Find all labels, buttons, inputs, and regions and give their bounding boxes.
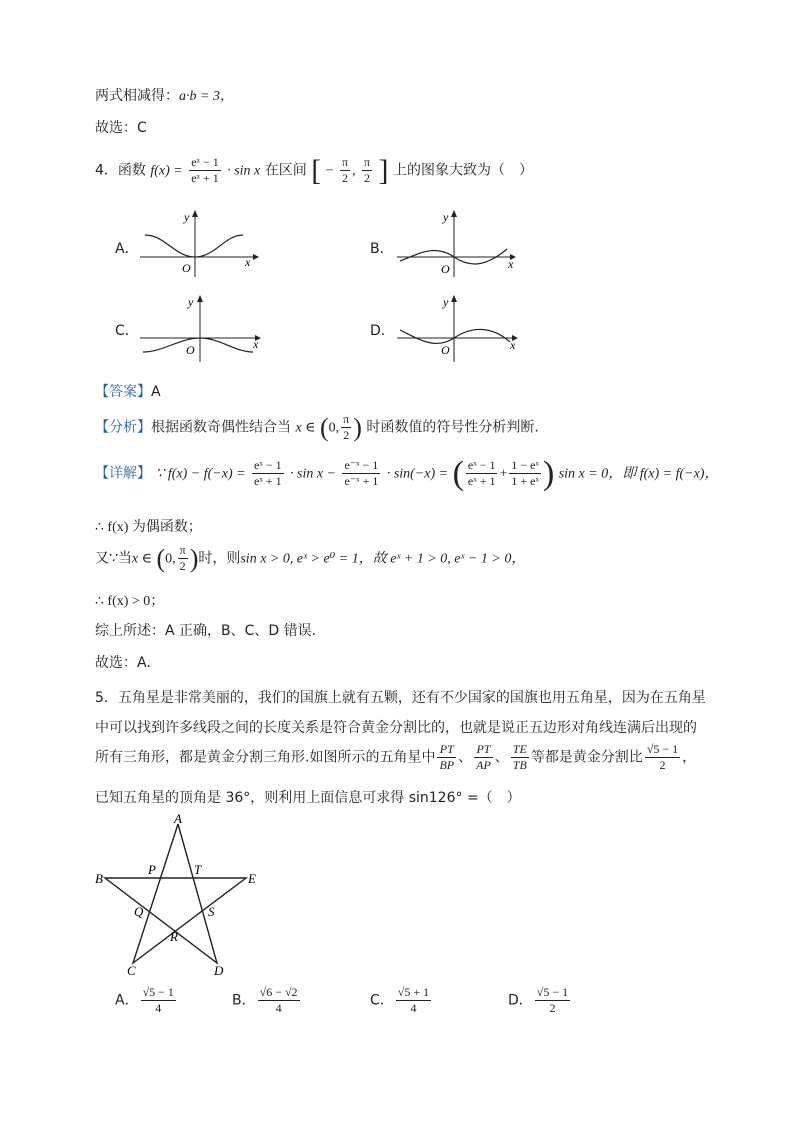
- line-positive: ∴ f(x) > 0；: [95, 594, 165, 609]
- open-paren: (: [319, 412, 329, 442]
- detail-mid-2: · sin(−x) =: [386, 466, 449, 482]
- frac-num: √5 − 1: [142, 985, 174, 999]
- frac-num: PT: [474, 742, 493, 758]
- frac-den: 4: [155, 1001, 162, 1015]
- analysis-x: x ∈: [295, 420, 316, 436]
- star-label-c: C: [127, 963, 136, 978]
- line-also-pi-half: [178, 543, 188, 574]
- detail-frac-2: [342, 458, 380, 489]
- pentagram-figure: [90, 810, 270, 980]
- pi-den: 2: [179, 559, 186, 573]
- axis-y-label: y: [443, 295, 449, 309]
- answer-value: A: [151, 384, 161, 400]
- detail-tag: 【详解】: [95, 465, 151, 482]
- q4-interval-pre: 在区间: [264, 162, 307, 179]
- analysis-text-pre: 根据函数奇偶性结合当: [151, 419, 291, 436]
- frac-den: 4: [410, 1001, 417, 1015]
- frac-den: AP: [476, 758, 491, 772]
- pi-num: π: [343, 412, 350, 426]
- frac-num: √5 + 1: [397, 985, 430, 999]
- q4-int-right-num: π: [364, 155, 371, 169]
- frac-num: eˣ − 1: [254, 458, 282, 472]
- line-also-mid: 时，则: [198, 550, 241, 567]
- q5-para-3b: 等都是黄金分割比: [530, 749, 643, 766]
- q5-option-c[interactable]: [370, 985, 433, 1016]
- line-also-x: x ∈: [131, 551, 152, 567]
- option-label: D．: [508, 992, 533, 1009]
- option-value: [396, 985, 431, 1016]
- q4-interval-right: [362, 155, 372, 186]
- q4-option-b-label: B．: [370, 241, 394, 257]
- axis-y-label: y: [443, 210, 449, 224]
- axis-x-label: x: [253, 337, 259, 351]
- q4-answer: [95, 381, 161, 401]
- q4-bracket-left: [: [311, 153, 322, 187]
- option-value: [141, 985, 176, 1016]
- frac-num: √5 − 1: [536, 985, 569, 999]
- line-even: ∴ f(x) 为偶函数；: [95, 520, 202, 535]
- star-label-p: P: [148, 862, 156, 877]
- analysis-tag: 【分析】: [95, 419, 151, 436]
- q4-sin: · sin x: [227, 163, 261, 179]
- q4-option-a-graph: [135, 205, 265, 280]
- q4-number: 4．函数: [95, 162, 146, 179]
- line-also-pre: 又∵当: [95, 550, 132, 567]
- golden-ratio: [645, 742, 680, 773]
- frac-den: TB: [512, 758, 527, 772]
- q4-int-left-num: π: [342, 155, 349, 169]
- q5-para-3-text: 所有三角形，都是黄金分割三角形.如图所示的五角星中: [95, 749, 436, 766]
- axis-y-label: y: [188, 295, 194, 309]
- option-value: [535, 985, 570, 1016]
- star-label-r: R: [170, 929, 178, 944]
- star-label-t: T: [194, 862, 202, 877]
- star-label-s: S: [208, 904, 215, 919]
- frac-num: PT: [437, 742, 456, 758]
- prev-line-1: [95, 85, 234, 105]
- line-also-math: sin x > 0, eˣ > e⁰ = 1，故 eˣ + 1 > 0, eˣ − 1 > 0，: [240, 551, 526, 567]
- line-choose: 故选：A.: [95, 655, 151, 671]
- option-label: B．: [232, 992, 256, 1009]
- line-summary: 综上所述：A 正确，B、C、D 错误.: [95, 623, 317, 639]
- axis-x-label: x: [245, 255, 251, 269]
- detail-tail: sin x = 0，即 f(x) = f(−x)，: [558, 466, 719, 482]
- q4-suffix: 上的图象大致为（ ）: [392, 162, 533, 179]
- ratio-te-tb: [511, 742, 529, 773]
- frac-den: 2: [549, 1001, 556, 1015]
- ratio-pt-ap: [474, 742, 493, 773]
- q4-option-c-label: C．: [115, 323, 139, 339]
- frac-den: 2: [659, 758, 666, 772]
- frac-den: 1 + eˣ: [511, 474, 539, 488]
- line-also: 又∵当x ∈ (0, $\frac{\pi}{2}$ )时，则sin x > 0, eˣ > e⁰ = 1，故 eˣ + 1 > 0, eˣ − 1 > 0，: [95, 543, 526, 573]
- detail-mid-1: · sin x −: [290, 466, 337, 482]
- frac-den: eˣ + 1: [254, 474, 282, 488]
- frac-num: 1 − eˣ: [511, 458, 539, 472]
- pi-den: 2: [343, 428, 350, 442]
- star-label-e: E: [248, 871, 256, 886]
- q5-para-4: 已知五角星的顶角是 36°，则利用上面信息可求得 sin126° =（ ）: [95, 790, 521, 806]
- q4-option-d-graph: [392, 290, 527, 365]
- star-label-q: Q: [134, 904, 144, 919]
- frac-num: TE: [512, 742, 527, 756]
- q4-option-a-label: A．: [115, 241, 139, 257]
- q5-option-d[interactable]: [508, 985, 572, 1016]
- origin-label: O: [186, 343, 195, 357]
- prev-line-1-text: 两式相减得：: [95, 88, 179, 104]
- option-label: A．: [115, 992, 139, 1009]
- ratio-pt-bp: [437, 742, 456, 773]
- answer-tag: 【答案】: [95, 384, 151, 400]
- axis-x-label: x: [510, 338, 516, 352]
- option-label: C．: [370, 992, 394, 1009]
- frac-num: √5 − 1: [646, 742, 679, 756]
- pi-num: π: [179, 543, 186, 557]
- open-paren: (: [156, 543, 166, 573]
- frac-den: e⁻ˣ + 1: [344, 474, 379, 488]
- q5-para-1: 5．五角星是非常美丽的，我们的国旗上就有五颗，还有不少国家的国旗也用五角星，因为在五角星: [95, 690, 706, 706]
- separator: 、: [494, 749, 509, 766]
- detail-frac-3: [466, 458, 498, 489]
- separator: 、: [458, 749, 473, 766]
- frac-num: √6 − √2: [259, 985, 298, 999]
- detail-open-paren: (: [452, 454, 464, 492]
- q4-bracket-right: ]: [378, 153, 389, 187]
- q5-para-2: 中可以找到许多线段之间的长度关系是符合黄金分割比的，也就是说正五边形对角线连满后出现的: [95, 720, 697, 736]
- close-paren: ): [189, 543, 199, 573]
- star-label-d: D: [214, 963, 224, 978]
- frac-num: e⁻ˣ − 1: [344, 458, 379, 472]
- analysis-text-post: 时函数值的符号性分析判断.: [366, 419, 539, 436]
- origin-label: O: [441, 262, 450, 276]
- axis-y-label: y: [184, 210, 190, 224]
- detail-close-paren: ): [542, 454, 555, 492]
- q4-int-right-den: 2: [364, 171, 371, 185]
- q5-para-3: 所有三角形，都是黄金分割三角形.如图所示的五角星中 $\frac{PT}{BP}$ 、 $\frac{PT}{AP}$ 、 $\frac{TE}{TB}$ 等都是黄金分割比 $\frac{√5 - 1}{2}$ ，: [95, 742, 697, 772]
- star-label-a: A: [174, 811, 182, 826]
- q4-analysis: 【分析】根据函数奇偶性结合当 x ∈ (0, $\frac{\pi}{2}$ ) 时函数值的符号性分析判断.: [95, 412, 539, 442]
- analysis-pi-half: [341, 412, 351, 443]
- q4-fraction: [189, 155, 221, 186]
- detail-frac-4: [509, 458, 541, 489]
- prev-line-2: 故选：C: [95, 120, 147, 136]
- q4-fx: f(x) =: [150, 163, 183, 179]
- q4-detail: [95, 454, 719, 492]
- detail-lhs: ∵ f(x) − f(−x) =: [155, 466, 246, 482]
- frac-den: 4: [275, 1001, 282, 1015]
- frac-den: BP: [439, 758, 455, 772]
- option-value: [258, 985, 300, 1016]
- detail-frac-1: [252, 458, 284, 489]
- q4-option-c-graph: [135, 290, 270, 365]
- q4-stem: 4．函数 f(x) = $\frac{\text{eˣ − 1}}{\text{eˣ + 1}}$ · sin x 在区间 [ − $\frac{\pi}{2}$ , $\frac{\pi}{2}$ ] 上的图象大致为（ ）: [95, 153, 533, 187]
- origin-label: O: [182, 261, 191, 275]
- origin-label: O: [441, 343, 450, 357]
- frac-num: eˣ − 1: [467, 458, 496, 472]
- close-paren: ): [353, 412, 362, 442]
- q4-frac-num: eˣ − 1: [191, 155, 219, 169]
- q4-interval-left: [340, 155, 350, 186]
- prev-line-1-math: a·b = 3，: [179, 89, 234, 104]
- q4-frac-den: eˣ + 1: [191, 171, 219, 185]
- axis-x-label: x: [508, 257, 514, 271]
- q4-option-d-label: D．: [370, 323, 395, 339]
- star-label-b: B: [95, 871, 103, 886]
- q4-option-b-graph: [392, 205, 527, 280]
- q4-int-left-den: 2: [342, 171, 349, 185]
- q5-option-b[interactable]: [232, 985, 302, 1016]
- detail-plus: +: [499, 466, 508, 482]
- frac-den: eˣ + 1: [467, 474, 496, 488]
- q5-option-a[interactable]: [115, 985, 178, 1016]
